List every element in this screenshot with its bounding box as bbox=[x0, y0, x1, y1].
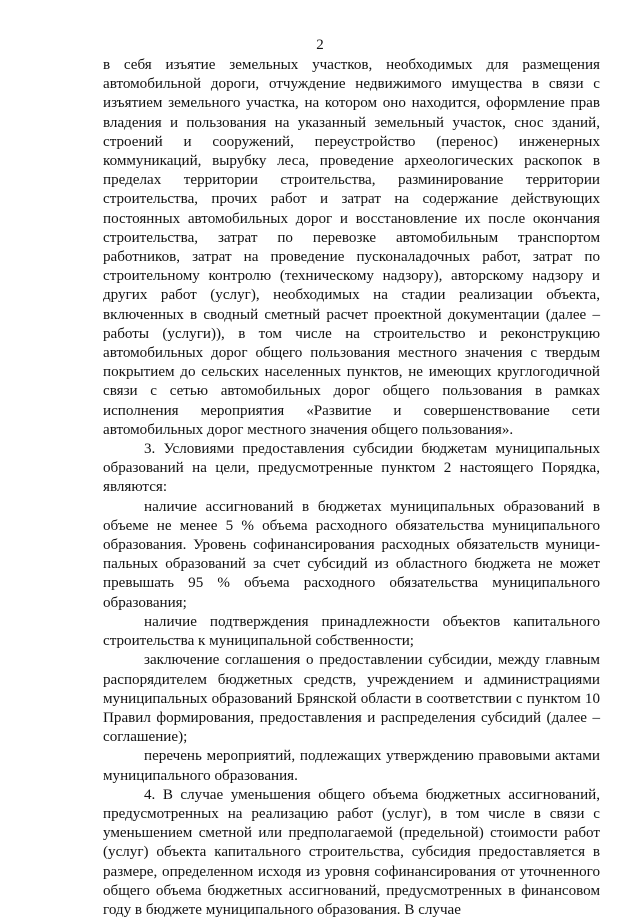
paragraph-condition-ownership: наличие подтверждения принадлежности объектов капитального строительства к муниципальной собственности; bbox=[103, 613, 600, 650]
paragraph-continuation: в себя изъятие земельных участков, необходимых для размещения автомобильной дороги, отчуждение недвижимого имущества в связи с изъятием земельного участка, на котором оно находится, оформление прав владения и пользования на указанный земельный участок, снос зданий, строений и сооружений, переустройство (перенос) инженерных коммуникаций, вырубку леса, проведение археологических раскопок в пределах территории строительства, разминирование территории строительства, прочих работ и затрат на содержание действующих постоянных автомобильных дорог и восстановление их после окончания строительства, затрат по перевозке автомобильным транспортом работников, затрат на проведение пусконаладочных работ, затрат по строительному контролю (техническому надзору), авторскому надзору и других работ (услуг), необходимых на стадии реализации объекта, включенных в сводный сметный расчет проектной документации (далее – работы (услуги)), в том числе на строительство и реконструкцию автомобильных дорог общего пользования местного значения с твердым покрытием до сельских населенных пунктов, не имеющих круглогодичной связи с сетью автомобильных дорог общего пользования в рамках исполнения мероприятия «Развитие и совершенствование сети автомобильных дорог местного значения общего пользования». bbox=[103, 57, 600, 438]
page-number: 2 bbox=[316, 37, 324, 53]
paragraph-item-3: 3. Условиями предоставления субсидии бюджетам муниципальных образований на цели, предусмотренные пунктом 2 настоящего Порядка, являются: bbox=[103, 441, 600, 496]
paragraph-condition-assignments: наличие ассигнований в бюджетах муниципальных образований в объеме не менее 5 % объема расходного обязательства муниципального образования. Уровень софинансирования расходных обязательств муниципальных образований за счет субсидий из областного бюджета не может превышать 95 % объема расходного обязательства муниципального образования; bbox=[103, 498, 600, 611]
paragraph-item-4: 4. В случае уменьшения общего объема бюджетных ассигнований, предусмотренных на реализацию работ (услуг), в том числе в связи с уменьшением сметной или предполагаемой (предельной) стоимости работ (услуг) объекта капитального строительства, субсидия предоставляется в размере, определенном исходя из уровня софинансирования от уточненного общего объема бюджетных ассигнований, предусмотренных в финансовом году в бюджете муниципального образования. В случае bbox=[103, 786, 600, 918]
paragraph-condition-agreement: заключение соглашения о предоставлении субсидии, между главным распорядителем бюджетных средств, учреждением и администрациями муниципальных образований Брянской области в соответствии с пунктом 10 Правил формирования, предоставления и распределения субсидий (далее – соглашение); bbox=[103, 652, 600, 746]
document-body bbox=[103, 56, 600, 920]
paragraph-condition-measures: перечень мероприятий, подлежащих утверждению правовыми актами муниципального образования. bbox=[103, 748, 600, 784]
